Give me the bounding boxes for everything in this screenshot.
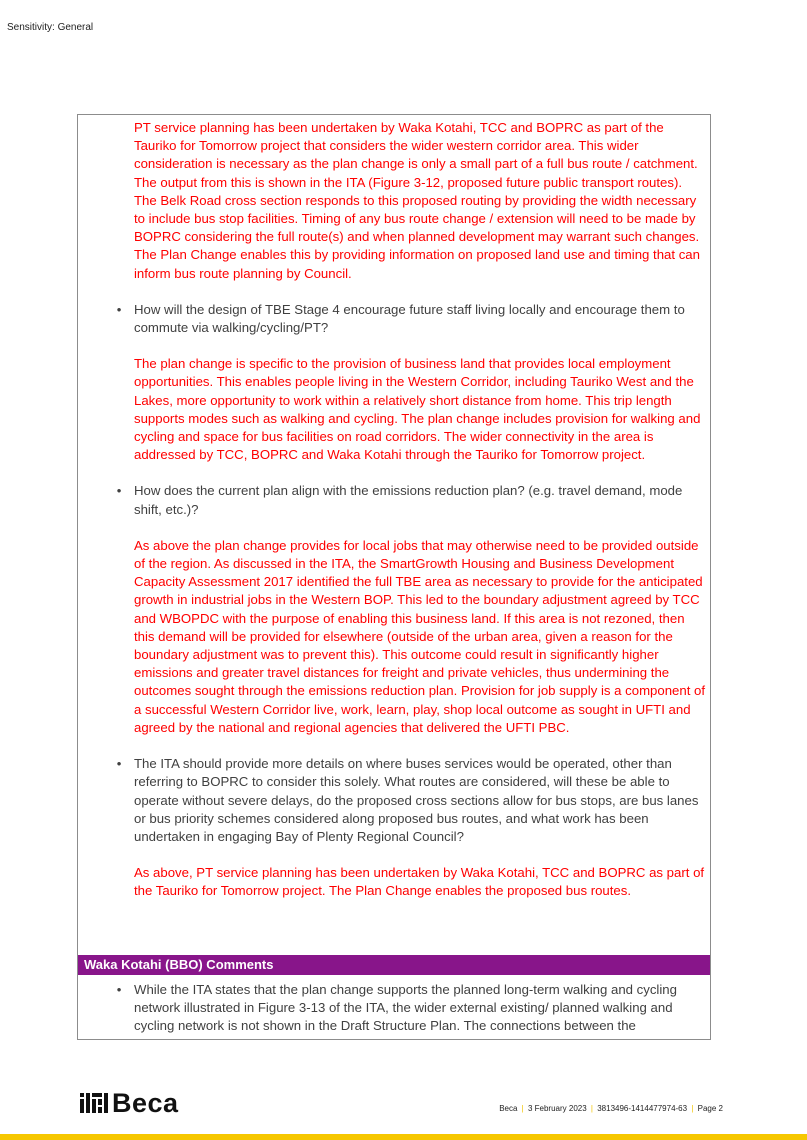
question-text: How does the current plan align with the emissions reduction plan? (e.g. travel demand, mode shift, etc.)? xyxy=(134,483,683,517)
page-footer xyxy=(499,1104,723,1113)
footer-separator: | xyxy=(691,1104,694,1113)
answer-paragraph-4: As above, PT service planning has been undertaken by Waka Kotahi, TCC and BOPRC as part of the Tauriko for Tomorrow project. The Plan Change enables the proposed bus routes. xyxy=(134,865,705,899)
answer-paragraph-1: PT service planning has been undertaken by Waka Kotahi, TCC and BOPRC as part of the Tauriko for Tomorrow project that considers the wider western corridor area. This wider consideration is necessary as the plan change is only a small part of a full bus route / catchment. The output from this is shown in the ITA (Figure 3-12, proposed future public transport routes). The Belk Road cross section responds to this proposed routing by providing the width necessary to include bus stop facilities. Timing of any bus route change / extension will need to be made by BOPRC considering the full route(s) and when planned development may warrant such changes. The Plan Change enables this by providing information on proposed land use and timing that can inform bus route planning by Council. xyxy=(134,120,700,281)
beca-logo-icon xyxy=(80,1091,108,1115)
footer-separator: | xyxy=(590,1104,593,1113)
beca-logo xyxy=(80,1087,179,1118)
comments-table-cell xyxy=(77,114,711,1040)
question-bullet-3 xyxy=(116,482,706,518)
answer-paragraph-3: As above the plan change provides for local jobs that may otherwise need to be provided outside of the region. As discussed in the ITA, the SmartGrowth Housing and Business Development Capacity Assessment 2017 identified the full TBE area as necessary to provide for the anticipated growth in industrial jobs in the Western BOP. This led to the boundary adjustment agreed by TCC and WBOPDC with the purpose of enabling this business land. If this area is not rezoned, then this demand will be provided for elsewhere (outside of the urban area, given a reason for the boundary adjustment was to prevent this). This outcome could result in significantly higher emissions and greater travel distances for freight and private vehicles, thus undermining the outcomes sought through the emissions reduction plan. Provision for job supply is a component of a successful Western Corridor live, work, learn, play, shop local outcome as sought in UFTI and agreed by the national and regional agencies that delivered the UFTI PBC. xyxy=(134,537,706,735)
beca-logo-text: Beca xyxy=(112,1087,179,1118)
question-bullet-2 xyxy=(116,301,706,337)
footer-date: 3 February 2023 xyxy=(527,1104,587,1113)
section-content xyxy=(116,981,706,1036)
answer-paragraph-2: The plan change is specific to the provision of business land that provides local employment opportunities. This enables people living in the Western Corridor, including Tauriko West and the Lakes, more opportunity to work within a relatively short distance from home. This trip length supports modes such as walking and cycling. The plan change includes provision for walking and cycling and space for bus facilities on road corridors. The wider connectivity in the area is addressed by TCC, BOPRC and Waka Kotahi through the Tauriko for Tomorrow project. xyxy=(134,356,701,463)
cell-content xyxy=(116,119,706,901)
bullet-marker: • xyxy=(116,301,122,317)
question-bullet-4 xyxy=(116,755,706,846)
section-heading-band: Waka Kotahi (BBO) Comments xyxy=(78,955,710,975)
question-text: How will the design of TBE Stage 4 encourage future staff living locally and encourage them to commute via walking/cycling/PT? xyxy=(134,301,685,336)
footer-page-number: Page 2 xyxy=(697,1104,723,1113)
footer-separator: | xyxy=(521,1104,524,1113)
sensitivity-label: Sensitivity: General xyxy=(7,22,94,33)
question-text: The ITA should provide more details on where buses services would be operated, other than referring to BOPRC to consider this solely. What routes are considered, will these be able to operate without severe delays, do the proposed cross sections allow for bus stops, are bus lanes or bus priority schemes considered along proposed bus routes, and what work has been undertaken in engaging Bay of Plenty Regional Council? xyxy=(134,756,699,844)
footer-accent-bar xyxy=(0,1134,807,1140)
bullet-marker: • xyxy=(116,756,122,772)
question-text: While the ITA states that the plan change supports the planned long-term walking and cycling network illustrated in Figure 3-13 of the ITA, the wider external existing/ planned walking and cycling network is not shown in the Draft Structure Plan. The connections between the xyxy=(134,982,677,1034)
question-bullet-5 xyxy=(116,981,706,1036)
bullet-marker: • xyxy=(116,483,122,499)
footer-doc-id: 3813496-1414477974-63 xyxy=(597,1104,688,1113)
bullet-marker: • xyxy=(116,982,122,997)
footer-company: Beca xyxy=(499,1104,518,1113)
